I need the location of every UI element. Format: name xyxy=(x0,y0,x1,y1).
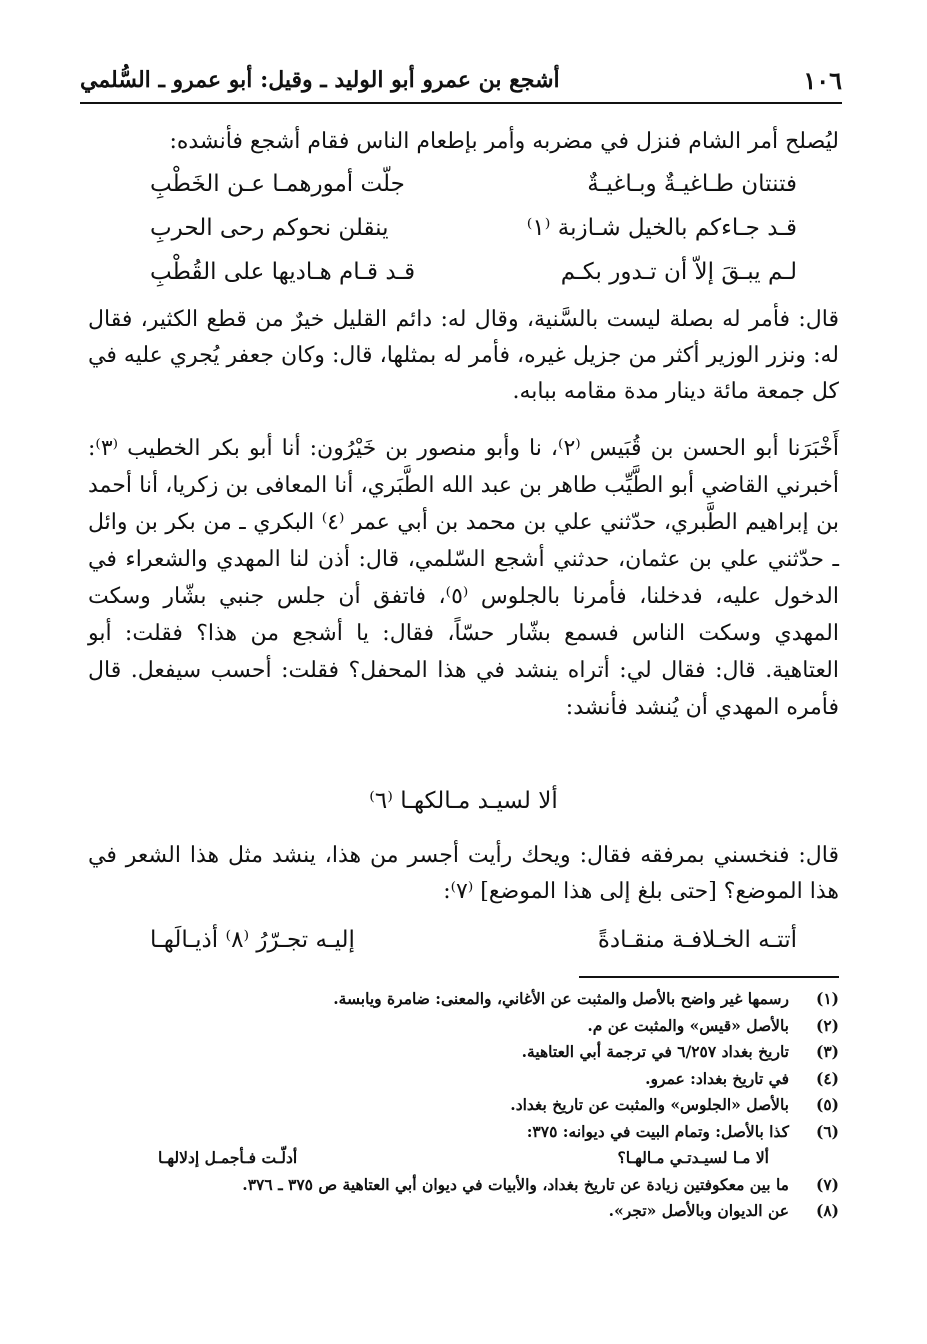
footnote-number: (٤) xyxy=(815,1068,839,1088)
verse-hemistich-right: فتنتان طـاغيـةٌ وبـاغيـةٌ xyxy=(587,171,797,197)
footnote-item xyxy=(88,1119,839,1146)
paragraph-text: ليُصلح أمر الشام فنزل في مضربه وأمر بإطعام الناس فقام أشجع فأنشده: xyxy=(169,129,839,154)
footnote-number: (٦) xyxy=(815,1121,839,1141)
footnote-number: (٨) xyxy=(815,1201,839,1220)
footnote-number: (٣) xyxy=(815,1042,839,1061)
paragraph-2 xyxy=(88,302,839,410)
verse-hemistich-right: لـم يبـقَ إلاّ أن تـدور بكـم xyxy=(560,259,797,285)
footnote-text: تاريخ بغداد ٦/٢٥٧ في ترجمة أبي العتاهية. xyxy=(521,1042,789,1061)
footnote-text: بالأصل «الجلوس» والمثبت عن تاريخ بغداد. xyxy=(510,1095,789,1114)
verse-line-3 xyxy=(150,252,797,292)
footnote-item xyxy=(88,1198,839,1225)
paragraph-text: قال: فنخسني بمرفقه فقال: ويحك رأيت أجسر من هذا، ينشد مثل هذا الشعر في هذا الموضع؟ [حتى بلغ إلى هذا الموضع] ⁽٧⁾: xyxy=(88,843,839,904)
footnote-item xyxy=(88,986,839,1013)
running-header xyxy=(80,58,842,104)
footnote-item xyxy=(88,1172,839,1199)
footnote-number: (١) xyxy=(815,989,839,1008)
single-verse: ألا لسيـد مـالكهـا ⁽٦⁾ xyxy=(369,788,558,814)
footnote-text: بالأصل «قيس» والمثبت عن م. xyxy=(587,1015,789,1035)
footnote-text: في تاريخ بغداد: عمرو. xyxy=(645,1068,789,1088)
footnote-verse xyxy=(88,1145,839,1172)
verse-line-1 xyxy=(150,164,797,204)
page-number: ١٠٦ xyxy=(803,65,842,95)
footnote-number: (٧) xyxy=(815,1174,839,1194)
footnote-item xyxy=(88,1013,839,1040)
footnote-item xyxy=(88,1066,839,1093)
running-title: أشجع بن عمرو أبو الوليد ـ وقيل: أبو عمرو ـ السُّلمي xyxy=(80,67,560,93)
paragraph-4 xyxy=(88,838,839,910)
footnote-item xyxy=(88,1039,839,1066)
footnote-text: عن الديوان وبالأصل «تجر». xyxy=(608,1201,789,1220)
paragraph-text: قال: فأمر له بصلة ليست بالسَّنية، وقال له: دائم القليل خيرٌ من قطع الكثير، فقال له: ونزر الوزير أكثر من جزيل غيره، فأمر له بمثلها، قال: وكان جعفر يُجري عليه في كل جمعة مائة دينار مدة مقامه ببابه. xyxy=(88,307,839,404)
verse-hemistich-left: إليـه تجـرّرُ ⁽٨⁾ أذيـالَهـا xyxy=(150,927,355,953)
footnote-divider xyxy=(579,976,839,978)
verse-hemistich-left: قـد قـام هـاديها على القُطْبِ xyxy=(150,259,416,285)
footnote-item xyxy=(88,1092,839,1119)
verse-line-2 xyxy=(150,208,797,248)
paragraph-1 xyxy=(88,124,839,160)
footnotes xyxy=(88,986,839,1225)
verse-hemistich-right: ألا مـا لسيـدتـي مـالهـا؟ xyxy=(617,1148,769,1167)
footnote-text: رسمها غير واضح بالأصل والمثبت عن الأغاني، والمعنى: ضامرة ويابسة. xyxy=(333,989,789,1008)
footnote-text: ما بين معكوفتين زيادة عن تاريخ بغداد، والأبيات في ديوان أبي العتاهية ص ٣٧٥ ـ ٣٧٦. xyxy=(242,1174,789,1194)
verse-line-last xyxy=(150,920,797,960)
verse-hemistich-right: أتتـه الخـلافـة منقـادةً xyxy=(597,927,797,953)
verse-hemistich-left: أدلّـت فـأجمـل إدلالهـا xyxy=(158,1148,298,1167)
paragraph-text: أَخْبَرَنا أبو الحسن بن قُبَيس ⁽٢⁾، نا وأبو منصور بن خَيْرُون: أنا أبو بكر الخطيب ⁽٣⁾: أخبرني القاضي أبو الطَّيِّب طاهر بن عبد الله الطَّبَري، أنا المعافى بن زكريا، أنا أحمد بن إبراهيم الطَّبري، حدّثني علي بن محمد بن أبي عمر ⁽٤⁾ البكري ـ من بكر بن وائل ـ حدّثني علي بن عثمان، حدثني أشجع السّلمي، قال: أذن لنا المهدي والشعراء في الدخول عليه، فدخلنا، فأمرنا بالجلوس ⁽٥⁾، فاتفق أن جلس جنبي بشّار وسكت المهدي وسكت الناس فسمع بشّار حسّاً، فقال: يا أشجع من هذا؟ فقلت: أبو العتاهية. قال: فقال لي: أتراه ينشد في هذا المحفل؟ فقلت: أحسب سيفعل. قال فأمره المهدي أن يُنشد فأنشد: xyxy=(88,436,840,720)
verse-hemistich-left: جلّت أمورهمـا عـن الخَطْبِ xyxy=(150,171,405,197)
verse-hemistich-left: ينقلن نحوكم رحى الحربِ xyxy=(150,215,389,241)
footnote-text: كذا بالأصل: وتمام البيت في ديوانه: ٣٧٥: xyxy=(526,1121,789,1141)
paragraph-3 xyxy=(88,430,839,726)
footnote-number: (٥) xyxy=(815,1095,839,1114)
footnote-number: (٢) xyxy=(815,1015,839,1035)
verse-hemistich-right: قـد جـاءكم بالخيل شـازبة ⁽١⁾ xyxy=(526,215,797,241)
